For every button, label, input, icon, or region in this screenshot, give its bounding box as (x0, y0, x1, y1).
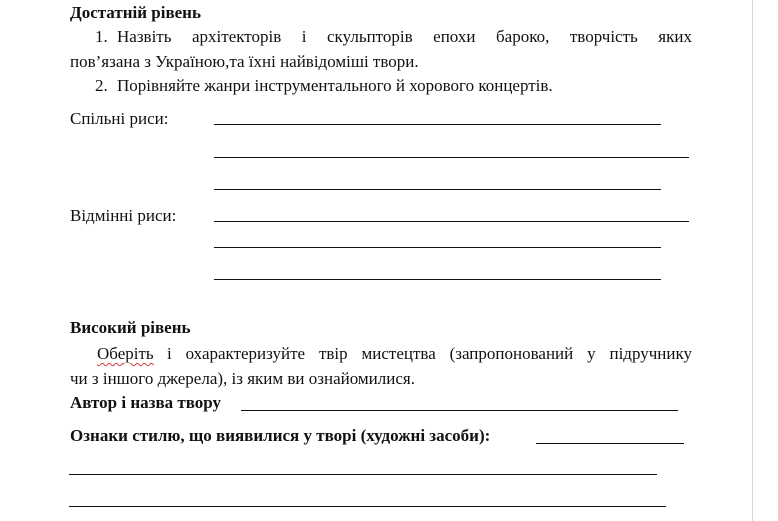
task-line-1: і охарактеризуйте твір мистецтва (запропонований у підручнику (167, 344, 692, 363)
spellcheck-word: Оберіть (97, 344, 154, 363)
author-title-label: Автор і назва твору (70, 393, 222, 412)
style-features-label: Ознаки стилю, що виявилися у творі (художні засоби): (70, 426, 491, 445)
answer-line[interactable] (69, 474, 657, 475)
common-features-label: Спільні риси: (70, 109, 169, 128)
question-1-number: 1. (95, 27, 108, 46)
workspace-margin (753, 0, 778, 521)
question-1-line-2: пов’язана з Україною,та їхні найвідоміші твори. (70, 52, 419, 71)
task-line-2: чи з іншого джерела), із яким ви ознайомилися. (70, 369, 415, 388)
answer-line[interactable] (214, 221, 689, 222)
answer-line[interactable] (214, 247, 661, 248)
answer-line[interactable] (214, 124, 661, 125)
question-2-number: 2. (95, 76, 108, 95)
answer-line[interactable] (214, 157, 689, 158)
different-features-label: Відмінні риси: (70, 206, 177, 225)
answer-line[interactable] (69, 506, 666, 507)
answer-line[interactable] (214, 189, 661, 190)
answer-line[interactable] (241, 410, 678, 411)
answer-line[interactable] (536, 443, 684, 444)
section-heading-high: Високий рівень (70, 318, 191, 337)
task-first-word (97, 344, 154, 364)
question-2-text: Порівняйте жанри інструментального й хорового концертів. (117, 76, 553, 95)
answer-line[interactable] (214, 279, 661, 280)
question-1-line-1: Назвіть архітекторів і скульпторів епохи бароко, творчість яких (117, 27, 692, 46)
section-heading-sufficient: Достатній рівень (70, 3, 201, 22)
